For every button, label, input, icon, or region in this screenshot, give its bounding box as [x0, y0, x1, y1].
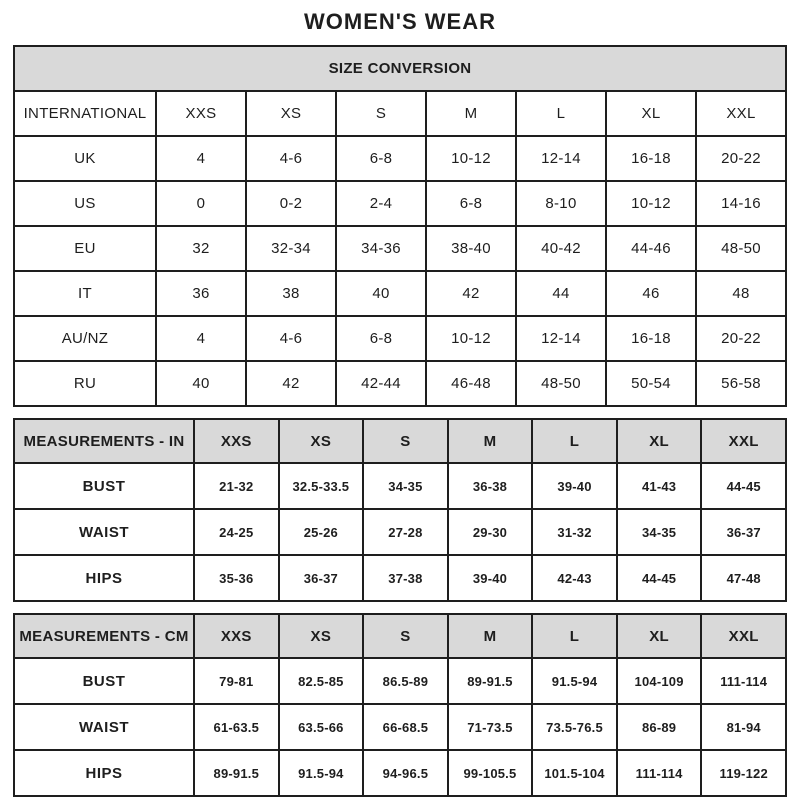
- cell-value: 14-16: [696, 181, 786, 226]
- column-header-size: XS: [279, 419, 364, 463]
- cell-value: 44-45: [617, 555, 702, 601]
- cell-value: 94-96.5: [363, 750, 448, 796]
- size-conversion-table: [13, 45, 787, 407]
- cell-value: 44-45: [701, 463, 786, 509]
- cell-value: 10-12: [606, 181, 696, 226]
- column-header-size: XXS: [194, 419, 279, 463]
- column-header-size: S: [336, 91, 426, 136]
- cell-value: 39-40: [448, 555, 533, 601]
- row-label: US: [14, 181, 156, 226]
- cell-value: 91.5-94: [279, 750, 364, 796]
- cell-value: 44-46: [606, 226, 696, 271]
- cell-value: 12-14: [516, 316, 606, 361]
- cell-value: 10-12: [426, 316, 516, 361]
- cell-value: 48: [696, 271, 786, 316]
- cell-value: 6-8: [336, 136, 426, 181]
- cell-value: 0: [156, 181, 246, 226]
- cell-value: 91.5-94: [532, 658, 617, 704]
- table-row: [14, 271, 786, 316]
- row-label: BUST: [14, 658, 194, 704]
- cell-value: 89-91.5: [448, 658, 533, 704]
- cell-value: 32: [156, 226, 246, 271]
- column-header-row: [14, 614, 786, 658]
- column-header-size: XXL: [701, 614, 786, 658]
- column-header-label: MEASUREMENTS - IN: [14, 419, 194, 463]
- column-header-size: XXL: [701, 419, 786, 463]
- cell-value: 37-38: [363, 555, 448, 601]
- cell-value: 32.5-33.5: [279, 463, 364, 509]
- cell-value: 29-30: [448, 509, 533, 555]
- column-header-size: M: [448, 614, 533, 658]
- table-row: [14, 704, 786, 750]
- cell-value: 31-32: [532, 509, 617, 555]
- table-banner-title: SIZE CONVERSION: [14, 46, 786, 91]
- row-label: WAIST: [14, 509, 194, 555]
- column-header-row: [14, 419, 786, 463]
- column-header-size: XL: [606, 91, 696, 136]
- measurements-in-table: [13, 418, 787, 602]
- column-header-size: XS: [279, 614, 364, 658]
- cell-value: 6-8: [336, 316, 426, 361]
- column-header-size: XXL: [696, 91, 786, 136]
- cell-value: 46: [606, 271, 696, 316]
- column-header-size: XS: [246, 91, 336, 136]
- cell-value: 8-10: [516, 181, 606, 226]
- row-label: HIPS: [14, 555, 194, 601]
- column-header-size: S: [363, 614, 448, 658]
- table-row: [14, 509, 786, 555]
- table-row: [14, 658, 786, 704]
- page-title: WOMEN'S WEAR: [304, 9, 496, 34]
- cell-value: 48-50: [516, 361, 606, 406]
- cell-value: 79-81: [194, 658, 279, 704]
- cell-value: 71-73.5: [448, 704, 533, 750]
- cell-value: 111-114: [701, 658, 786, 704]
- cell-value: 111-114: [617, 750, 702, 796]
- table-banner-row: [14, 46, 786, 91]
- cell-value: 47-48: [701, 555, 786, 601]
- table-row: [14, 750, 786, 796]
- row-label: WAIST: [14, 704, 194, 750]
- column-header-size: XXS: [194, 614, 279, 658]
- row-label: UK: [14, 136, 156, 181]
- row-label: BUST: [14, 463, 194, 509]
- cell-value: 20-22: [696, 316, 786, 361]
- cell-value: 56-58: [696, 361, 786, 406]
- cell-value: 36-37: [279, 555, 364, 601]
- cell-value: 12-14: [516, 136, 606, 181]
- table-row: [14, 316, 786, 361]
- row-label: AU/NZ: [14, 316, 156, 361]
- row-label: IT: [14, 271, 156, 316]
- cell-value: 40: [336, 271, 426, 316]
- cell-value: 39-40: [532, 463, 617, 509]
- row-label: EU: [14, 226, 156, 271]
- column-header-size: XL: [617, 419, 702, 463]
- cell-value: 42-43: [532, 555, 617, 601]
- cell-value: 44: [516, 271, 606, 316]
- cell-value: 4: [156, 136, 246, 181]
- cell-value: 32-34: [246, 226, 336, 271]
- cell-value: 34-36: [336, 226, 426, 271]
- cell-value: 27-28: [363, 509, 448, 555]
- row-label: RU: [14, 361, 156, 406]
- cell-value: 48-50: [696, 226, 786, 271]
- cell-value: 40-42: [516, 226, 606, 271]
- cell-value: 42: [426, 271, 516, 316]
- cell-value: 34-35: [617, 509, 702, 555]
- cell-value: 104-109: [617, 658, 702, 704]
- cell-value: 86-89: [617, 704, 702, 750]
- cell-value: 36-37: [701, 509, 786, 555]
- cell-value: 2-4: [336, 181, 426, 226]
- table-row: [14, 463, 786, 509]
- table-row: [14, 361, 786, 406]
- cell-value: 61-63.5: [194, 704, 279, 750]
- cell-value: 86.5-89: [363, 658, 448, 704]
- column-header-size: L: [532, 419, 617, 463]
- cell-value: 36: [156, 271, 246, 316]
- column-header-size: M: [426, 91, 516, 136]
- cell-value: 16-18: [606, 136, 696, 181]
- cell-value: 40: [156, 361, 246, 406]
- table-row: [14, 181, 786, 226]
- cell-value: 21-32: [194, 463, 279, 509]
- cell-value: 41-43: [617, 463, 702, 509]
- cell-value: 34-35: [363, 463, 448, 509]
- cell-value: 10-12: [426, 136, 516, 181]
- column-header-size: L: [516, 91, 606, 136]
- table-row: [14, 226, 786, 271]
- cell-value: 99-105.5: [448, 750, 533, 796]
- measurements-cm-table: [13, 613, 787, 797]
- cell-value: 4-6: [246, 136, 336, 181]
- column-header-row: [14, 91, 786, 136]
- cell-value: 24-25: [194, 509, 279, 555]
- cell-value: 73.5-76.5: [532, 704, 617, 750]
- cell-value: 6-8: [426, 181, 516, 226]
- cell-value: 25-26: [279, 509, 364, 555]
- cell-value: 42: [246, 361, 336, 406]
- cell-value: 38: [246, 271, 336, 316]
- cell-value: 42-44: [336, 361, 426, 406]
- table-row: [14, 555, 786, 601]
- row-label: HIPS: [14, 750, 194, 796]
- table-row: [14, 136, 786, 181]
- column-header-size: XXS: [156, 91, 246, 136]
- column-header-label: INTERNATIONAL: [14, 91, 156, 136]
- cell-value: 4-6: [246, 316, 336, 361]
- cell-value: 63.5-66: [279, 704, 364, 750]
- cell-value: 81-94: [701, 704, 786, 750]
- column-header-size: S: [363, 419, 448, 463]
- cell-value: 50-54: [606, 361, 696, 406]
- column-header-size: M: [448, 419, 533, 463]
- cell-value: 36-38: [448, 463, 533, 509]
- cell-value: 101.5-104: [532, 750, 617, 796]
- column-header-label: MEASUREMENTS - CM: [14, 614, 194, 658]
- cell-value: 46-48: [426, 361, 516, 406]
- column-header-size: XL: [617, 614, 702, 658]
- cell-value: 0-2: [246, 181, 336, 226]
- cell-value: 38-40: [426, 226, 516, 271]
- cell-value: 66-68.5: [363, 704, 448, 750]
- cell-value: 4: [156, 316, 246, 361]
- cell-value: 82.5-85: [279, 658, 364, 704]
- cell-value: 89-91.5: [194, 750, 279, 796]
- cell-value: 16-18: [606, 316, 696, 361]
- cell-value: 119-122: [701, 750, 786, 796]
- column-header-size: L: [532, 614, 617, 658]
- cell-value: 35-36: [194, 555, 279, 601]
- cell-value: 20-22: [696, 136, 786, 181]
